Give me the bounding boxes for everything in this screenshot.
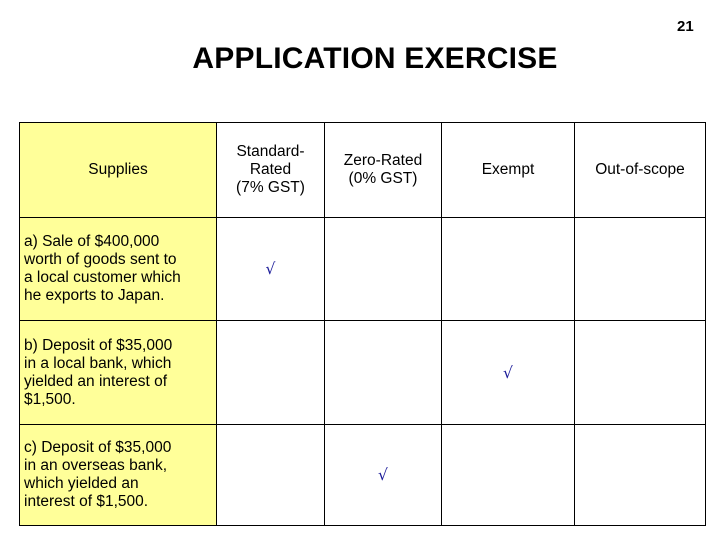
cell-a-zero-rated <box>325 218 442 321</box>
gst-classification-table <box>19 122 706 526</box>
cell-a-out-of-scope <box>575 218 706 321</box>
header-row <box>20 123 706 218</box>
supply-line: c) Deposit of $35,000 <box>24 439 172 456</box>
supply-cell-b <box>20 321 217 425</box>
header-standard-rated-line2: Rated <box>249 161 292 178</box>
table-row <box>20 321 706 425</box>
supply-cell-a <box>20 218 217 321</box>
supply-line: in a local bank, which <box>24 354 172 372</box>
check-mark-icon: √ <box>378 466 388 484</box>
cell-c-out-of-scope <box>575 425 706 526</box>
supply-line: $1,500. <box>24 390 76 408</box>
header-standard-rated <box>217 123 325 218</box>
supply-line: which yielded an <box>24 475 139 492</box>
header-standard-rated-line3: (7% GST) <box>236 179 305 196</box>
cell-a-exempt <box>442 218 575 321</box>
supply-line: b) Deposit of $35,000 <box>24 336 173 354</box>
supply-line: interest of $1,500. <box>24 493 149 510</box>
page-number: 21 <box>677 18 694 35</box>
cell-c-exempt <box>442 425 575 526</box>
cell-b-zero-rated <box>325 321 442 425</box>
page-title: APPLICATION EXERCISE <box>192 42 558 75</box>
header-out-of-scope: Out-of-scope <box>575 123 706 218</box>
supply-line: a) Sale of $400,000 <box>24 233 160 250</box>
cell-b-standard-rated <box>217 321 325 425</box>
supply-line: in an overseas bank, <box>24 457 168 474</box>
supply-line: yielded an interest of <box>24 372 168 390</box>
cell-b-out-of-scope <box>575 321 706 425</box>
check-mark-icon: √ <box>503 363 513 382</box>
header-exempt: Exempt <box>442 123 575 218</box>
cell-c-zero-rated <box>325 425 442 526</box>
supply-line: he exports to Japan. <box>24 287 165 304</box>
header-zero-rated-line1: Zero-Rated <box>343 152 423 169</box>
supply-line: a local customer which <box>24 269 181 286</box>
supply-line: worth of goods sent to <box>24 251 177 268</box>
table-row <box>20 218 706 321</box>
check-mark-icon: √ <box>265 260 276 278</box>
supply-cell-c <box>20 425 217 526</box>
cell-a-standard-rated <box>217 218 325 321</box>
header-supplies: Supplies <box>20 123 217 218</box>
header-standard-rated-line1: Standard- <box>236 143 305 160</box>
header-zero-rated-line2: (0% GST) <box>348 170 418 187</box>
header-zero-rated <box>325 123 442 218</box>
cell-b-exempt <box>442 321 575 425</box>
cell-c-standard-rated <box>217 425 325 526</box>
table-row <box>20 425 706 526</box>
